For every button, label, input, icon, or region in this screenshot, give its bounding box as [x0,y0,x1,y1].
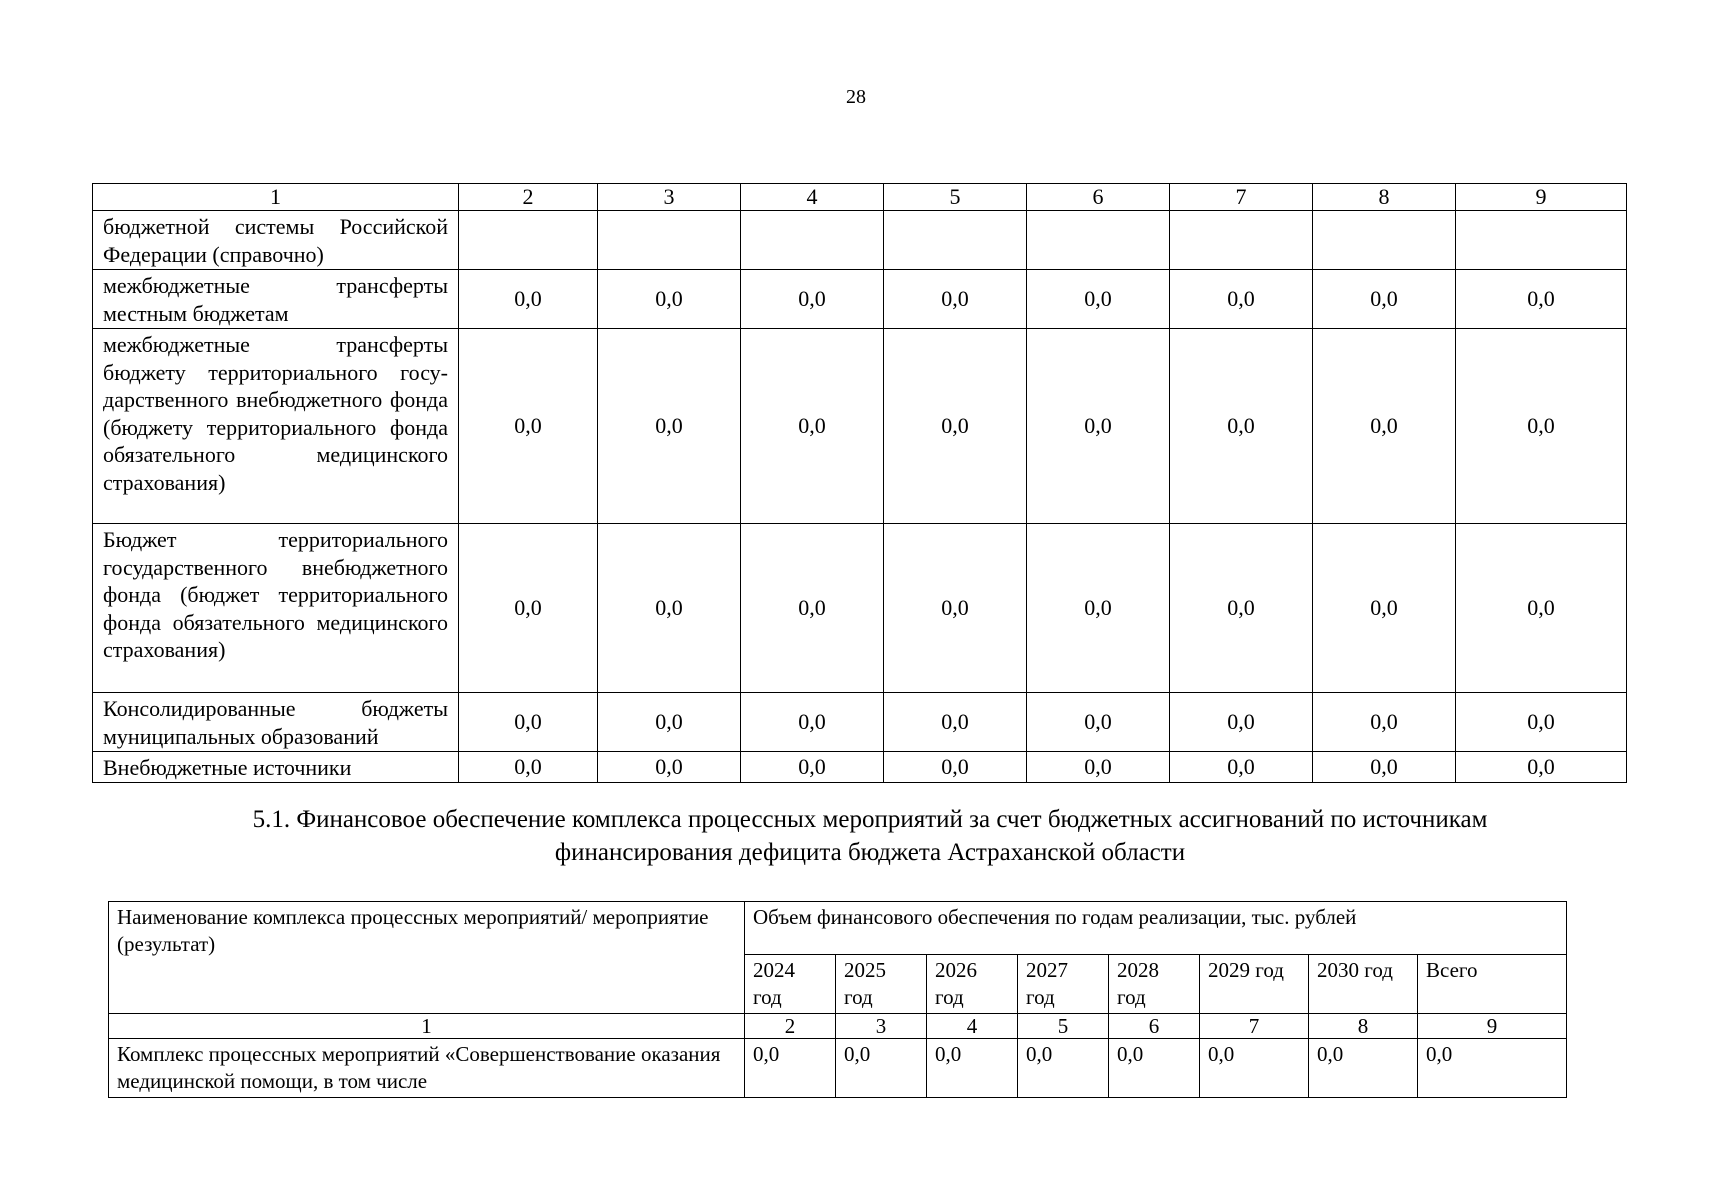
cell-value [1027,211,1170,270]
column-number: 7 [1170,184,1313,211]
column-number: 4 [741,184,884,211]
column-number: 2 [459,184,598,211]
section-title [130,803,1610,869]
column-number: 9 [1418,1014,1567,1039]
table-row [93,752,1627,783]
table-row [93,270,1627,329]
cell-value: 0,0 [598,270,741,329]
column-number: 6 [1109,1014,1200,1039]
cell-value: 0,0 [741,693,884,752]
volume-column-header: Объем финансового обеспечения по годам реализации, тыс. рублей [745,902,1567,955]
table-row [93,211,1627,270]
column-number: 8 [1313,184,1456,211]
column-number: 6 [1027,184,1170,211]
cell-value: 0,0 [1456,524,1627,693]
cell-value [459,211,598,270]
cell-value: 0,0 [598,752,741,783]
cell-value: 0,0 [459,329,598,524]
cell-value [1313,211,1456,270]
total-header: Всего [1418,955,1567,1014]
cell-value: 0,0 [884,270,1027,329]
row-label: бюджетной системы Российской Федерации (справочно) [93,211,459,270]
row-label: межбюджетные трансферты бюджету территориального госу-дарственного внебюджетного фонда (бюджету территориального фонда обязательного медицинского страхования) [93,329,459,524]
column-numbers-row [93,184,1627,211]
cell-value: 0,0 [884,524,1027,693]
cell-value: 0,0 [1170,524,1313,693]
cell-value: 0,0 [1027,693,1170,752]
cell-value: 0,0 [1456,329,1627,524]
page-number: 28 [846,86,866,108]
column-number: 1 [109,1014,745,1039]
cell-value: 0,0 [741,752,884,783]
cell-value: 0,0 [1018,1039,1109,1098]
year-header: 2028 год [1109,955,1200,1014]
cell-value: 0,0 [598,329,741,524]
cell-value: 0,0 [1456,270,1627,329]
cell-value: 0,0 [1309,1039,1418,1098]
header-row [109,902,1567,955]
cell-value [1170,211,1313,270]
cell-value: 0,0 [1027,329,1170,524]
name-column-header: Наименование комплекса процессных мероприятий/ мероприятие (результат) [109,902,745,1014]
column-number: 3 [836,1014,927,1039]
cell-value: 0,0 [745,1039,836,1098]
row-label: Комплекс процессных мероприятий «Совершенствование оказания медицинской помощи, в том числе [109,1039,745,1098]
cell-value: 0,0 [741,524,884,693]
column-numbers-row [109,1014,1567,1039]
cell-value: 0,0 [1170,693,1313,752]
cell-value: 0,0 [1313,524,1456,693]
cell-value: 0,0 [884,329,1027,524]
cell-value: 0,0 [836,1039,927,1098]
column-number: 2 [745,1014,836,1039]
cell-value [741,211,884,270]
column-number: 9 [1456,184,1627,211]
cell-value: 0,0 [1170,270,1313,329]
cell-value: 0,0 [1313,270,1456,329]
year-header: 2029 год [1200,955,1309,1014]
cell-value: 0,0 [1313,329,1456,524]
row-label: Консолидированные бюджеты муниципальных образований [93,693,459,752]
cell-value: 0,0 [1027,752,1170,783]
column-number: 8 [1309,1014,1418,1039]
cell-value: 0,0 [1456,693,1627,752]
cell-value: 0,0 [459,693,598,752]
cell-value: 0,0 [459,524,598,693]
cell-value: 0,0 [1170,329,1313,524]
cell-value: 0,0 [1027,524,1170,693]
cell-value [598,211,741,270]
row-label: межбюджетные трансферты местным бюджетам [93,270,459,329]
section-title-line: финансирования дефицита бюджета Астраханской области [554,839,1186,866]
cell-value: 0,0 [884,752,1027,783]
year-header: 2025 год [836,955,927,1014]
cell-value: 0,0 [1170,752,1313,783]
process-measures-financing-table [108,901,1567,1098]
section-title-line: 5.1. Финансовое обеспечение комплекса процессных мероприятий за счет бюджетных ассигнований по источникам [252,806,1488,833]
funding-sources-table [92,183,1627,783]
row-label: Внебюджетные источники [93,752,459,783]
year-header: 2027 год [1018,955,1109,1014]
cell-value: 0,0 [598,693,741,752]
cell-value: 0,0 [459,270,598,329]
table-row [109,1039,1567,1098]
table-row [93,524,1627,693]
year-header: 2026 год [927,955,1018,1014]
year-header: 2024 год [745,955,836,1014]
cell-value [884,211,1027,270]
cell-value: 0,0 [741,329,884,524]
cell-value: 0,0 [741,270,884,329]
cell-value: 0,0 [598,524,741,693]
cell-value: 0,0 [927,1039,1018,1098]
cell-value: 0,0 [1313,693,1456,752]
column-number: 5 [1018,1014,1109,1039]
column-number: 1 [93,184,459,211]
column-number: 5 [884,184,1027,211]
cell-value: 0,0 [1456,752,1627,783]
cell-value: 0,0 [1027,270,1170,329]
cell-value: 0,0 [1313,752,1456,783]
column-number: 4 [927,1014,1018,1039]
table-row [93,693,1627,752]
cell-value: 0,0 [459,752,598,783]
row-label: Бюджет территориального государственного внебюджетного фонда (бюджет территориального фонда обязательного медицинского страхования) [93,524,459,693]
cell-value: 0,0 [1109,1039,1200,1098]
column-number: 7 [1200,1014,1309,1039]
table-row [93,329,1627,524]
year-header: 2030 год [1309,955,1418,1014]
cell-value: 0,0 [1418,1039,1567,1098]
column-number: 3 [598,184,741,211]
cell-value: 0,0 [884,693,1027,752]
cell-value: 0,0 [1200,1039,1309,1098]
cell-value [1456,211,1627,270]
